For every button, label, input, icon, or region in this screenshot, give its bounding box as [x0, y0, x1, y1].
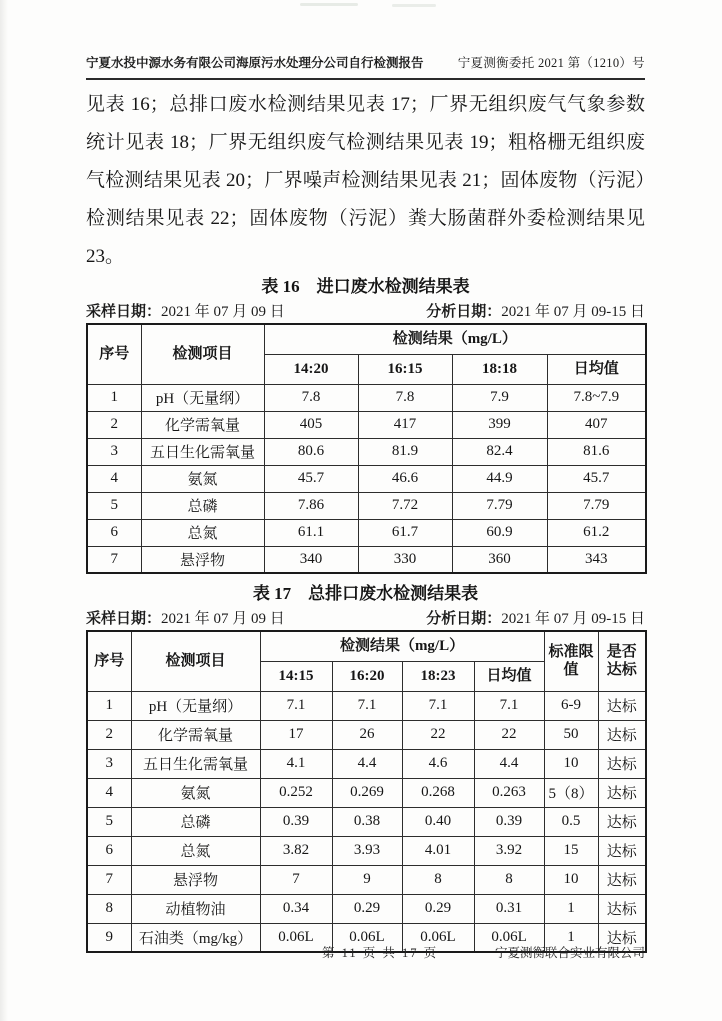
table-cell: 4: [87, 778, 131, 807]
table-cell: 7.8: [264, 384, 358, 411]
table-row: [87, 438, 646, 465]
table-cell: 达标: [598, 691, 646, 720]
table-cell: 0.39: [474, 807, 544, 836]
table-cell: 343: [547, 546, 646, 573]
table-cell: 0.263: [474, 778, 544, 807]
report-title-running-head: 宁夏水投中源水务有限公司海原污水处理分公司自行检测报告: [86, 56, 424, 70]
column-header-seq: 序号: [87, 324, 141, 384]
table-cell: 60.9: [452, 519, 547, 546]
column-header-time1: 14:20: [264, 354, 358, 384]
table-cell: 0.06L: [332, 923, 402, 952]
table-cell: 3.82: [260, 836, 332, 865]
table17-header-row1: [87, 631, 646, 661]
table-cell: 45.7: [264, 465, 358, 492]
table-cell: 340: [264, 546, 358, 573]
table-cell: 0.29: [332, 894, 402, 923]
table-row: [87, 411, 646, 438]
table-cell: 7.86: [264, 492, 358, 519]
table-cell: 动植物油: [131, 894, 260, 923]
table-cell: 46.6: [358, 465, 452, 492]
table-cell: 0.252: [260, 778, 332, 807]
table-cell: 61.1: [264, 519, 358, 546]
table-row: [87, 691, 646, 720]
table-cell: 0.39: [260, 807, 332, 836]
table-row: [87, 865, 646, 894]
table-cell: 61.7: [358, 519, 452, 546]
table-cell: 达标: [598, 894, 646, 923]
table-row: [87, 836, 646, 865]
table-cell: 1: [87, 384, 141, 411]
table-cell: 0.31: [474, 894, 544, 923]
column-header-result-group: 检测结果（mg/L）: [260, 631, 544, 661]
table-cell: 8: [87, 894, 131, 923]
analysis-date-label: 分析日期：: [426, 304, 502, 320]
table-cell: 4: [87, 465, 141, 492]
sample-date-value: 2021 年 07 月 09 日: [161, 611, 285, 627]
table-cell: 4.4: [332, 749, 402, 778]
analysis-date: [426, 303, 645, 321]
table-cell: 9: [87, 923, 131, 952]
table-cell: 8: [402, 865, 474, 894]
table-cell: 4.6: [402, 749, 474, 778]
table-cell: 3: [87, 438, 141, 465]
table-cell: 81.9: [358, 438, 452, 465]
table-row: [87, 519, 646, 546]
table-cell: 0.38: [332, 807, 402, 836]
table-cell: 达标: [598, 778, 646, 807]
table-cell: 5: [87, 492, 141, 519]
table-row: [87, 807, 646, 836]
table-cell: 0.06L: [474, 923, 544, 952]
table-cell: 22: [402, 720, 474, 749]
table-cell: 悬浮物: [131, 865, 260, 894]
table-cell: 7.1: [332, 691, 402, 720]
table-cell: 17: [260, 720, 332, 749]
table-cell: 五日生化需氧量: [141, 438, 264, 465]
table17-body: [87, 691, 646, 952]
report-number: 宁夏测衡委托 2021 第（1210）号: [457, 56, 645, 70]
table-cell: 82.4: [452, 438, 547, 465]
table-cell: 44.9: [452, 465, 547, 492]
table-cell: 7.8: [358, 384, 452, 411]
table-cell: 81.6: [547, 438, 646, 465]
table-cell: 3: [87, 749, 131, 778]
column-header-daily-avg: 日均值: [547, 354, 646, 384]
table-cell: 360: [452, 546, 547, 573]
table-cell: 7: [87, 865, 131, 894]
column-header-limit: 标准限值: [544, 631, 598, 691]
column-header-seq: 序号: [87, 631, 131, 691]
table-row: [87, 720, 646, 749]
table-row: [87, 778, 646, 807]
table-cell: pH（无量纲）: [141, 384, 264, 411]
sample-date: [86, 610, 285, 628]
column-header-pass: 是否达标: [598, 631, 646, 691]
table-cell: 总磷: [141, 492, 264, 519]
table-row: [87, 546, 646, 573]
table-cell: 0.34: [260, 894, 332, 923]
table-cell: 氨氮: [141, 465, 264, 492]
column-header-item: 检测项目: [131, 631, 260, 691]
table17-dates-row: [86, 610, 645, 628]
table-cell: 80.6: [264, 438, 358, 465]
table-cell: 7.9: [452, 384, 547, 411]
table-cell: 7.1: [260, 691, 332, 720]
table-cell: 7.79: [547, 492, 646, 519]
table-cell: 9: [332, 865, 402, 894]
table-cell: 总磷: [131, 807, 260, 836]
table-cell: 22: [474, 720, 544, 749]
sample-date-value: 2021 年 07 月 09 日: [161, 304, 285, 320]
table16-dates-row: [86, 303, 645, 321]
table-cell: 7.1: [402, 691, 474, 720]
table-row: [87, 384, 646, 411]
column-header-time2: 16:15: [358, 354, 452, 384]
table-cell: 10: [544, 865, 598, 894]
table-cell: 5（8）: [544, 778, 598, 807]
table-cell: 0.40: [402, 807, 474, 836]
table16-header-row1: [87, 324, 646, 354]
table16-title: 表 16 进口废水检测结果表: [261, 277, 470, 296]
table-cell: 417: [358, 411, 452, 438]
table-cell: 悬浮物: [141, 546, 264, 573]
table-cell: 1: [544, 894, 598, 923]
column-header-time2: 16:20: [332, 661, 402, 691]
table-cell: 化学需氧量: [141, 411, 264, 438]
table-cell: 7: [260, 865, 332, 894]
table-cell: 1: [544, 923, 598, 952]
table-cell: 达标: [598, 836, 646, 865]
table-cell: 1: [87, 691, 131, 720]
analysis-date-label: 分析日期：: [426, 611, 502, 627]
table-cell: 化学需氧量: [131, 720, 260, 749]
table-cell: 0.268: [402, 778, 474, 807]
table-cell: 7.72: [358, 492, 452, 519]
table-cell: 0.06L: [402, 923, 474, 952]
table-cell: 0.5: [544, 807, 598, 836]
table-cell: 2: [87, 720, 131, 749]
intro-paragraph: 见表 16；总排口废水检测结果见表 17；厂界无组织废气气象参数统计见表 18；厂界无组织废气检测结果见表 19；粗格栅无组织废气检测结果见表 20；厂界噪声检测结果见表 21；固体废物（污泥）检测结果见表 22；固体废物（污泥）粪大肠菌群外委检测结果见 23。: [86, 94, 645, 267]
document-page: [86, 0, 645, 953]
table-cell: 0.29: [402, 894, 474, 923]
page-footer: [0, 946, 722, 964]
table17: [86, 630, 647, 953]
scan-edge-shadow: [0, 0, 8, 1021]
table-cell: 399: [452, 411, 547, 438]
analysis-date: [426, 610, 645, 628]
table-cell: 8: [474, 865, 544, 894]
analysis-date-value: 2021 年 07 月 09-15 日: [501, 304, 645, 320]
table-cell: 405: [264, 411, 358, 438]
sample-date-label: 采样日期：: [86, 304, 162, 320]
table-cell: 15: [544, 836, 598, 865]
table-cell: 7.8~7.9: [547, 384, 646, 411]
table-cell: 4.01: [402, 836, 474, 865]
column-header-item: 检测项目: [141, 324, 264, 384]
table-cell: 达标: [598, 720, 646, 749]
table-cell: 50: [544, 720, 598, 749]
table-cell: 61.2: [547, 519, 646, 546]
column-header-time3: 18:23: [402, 661, 474, 691]
table17-title: 表 17 总排口废水检测结果表: [252, 584, 479, 603]
table-row: [87, 492, 646, 519]
table-cell: 0.269: [332, 778, 402, 807]
table-cell: 330: [358, 546, 452, 573]
table-cell: 6: [87, 519, 141, 546]
table-cell: 达标: [598, 865, 646, 894]
table-cell: 6: [87, 836, 131, 865]
table-cell: 0.06L: [260, 923, 332, 952]
table-cell: 4.1: [260, 749, 332, 778]
column-header-result-group: 检测结果（mg/L）: [264, 324, 646, 354]
table-cell: 407: [547, 411, 646, 438]
table16: [86, 323, 647, 574]
table-cell: 6-9: [544, 691, 598, 720]
page-header: [86, 0, 645, 80]
table-cell: 达标: [598, 749, 646, 778]
column-header-daily-avg: 日均值: [474, 661, 544, 691]
table-row: [87, 465, 646, 492]
table-cell: 7.79: [452, 492, 547, 519]
analysis-date-value: 2021 年 07 月 09-15 日: [501, 611, 645, 627]
table-row: [87, 894, 646, 923]
lab-company-name: 宁夏测衡联合实业有限公司: [494, 946, 645, 960]
table-cell: 石油类（mg/kg）: [131, 923, 260, 952]
table-cell: 7: [87, 546, 141, 573]
table-cell: 3.92: [474, 836, 544, 865]
table-cell: 总氮: [141, 519, 264, 546]
column-header-time3: 18:18: [452, 354, 547, 384]
table-cell: 45.7: [547, 465, 646, 492]
table-cell: 26: [332, 720, 402, 749]
table-cell: 5: [87, 807, 131, 836]
table-cell: 7.1: [474, 691, 544, 720]
table-cell: 10: [544, 749, 598, 778]
table-cell: pH（无量纲）: [131, 691, 260, 720]
sample-date-label: 采样日期：: [86, 611, 162, 627]
table-cell: 达标: [598, 923, 646, 952]
sample-date: [86, 303, 285, 321]
table-cell: 达标: [598, 807, 646, 836]
table-cell: 五日生化需氧量: [131, 749, 260, 778]
table-cell: 总氮: [131, 836, 260, 865]
table-row: [87, 749, 646, 778]
column-header-time1: 14:15: [260, 661, 332, 691]
table-cell: 2: [87, 411, 141, 438]
table-cell: 氨氮: [131, 778, 260, 807]
page-number: 第 11 页 共 17 页: [322, 946, 439, 960]
table-cell: 4.4: [474, 749, 544, 778]
table-cell: 3.93: [332, 836, 402, 865]
table16-body: [87, 384, 646, 573]
